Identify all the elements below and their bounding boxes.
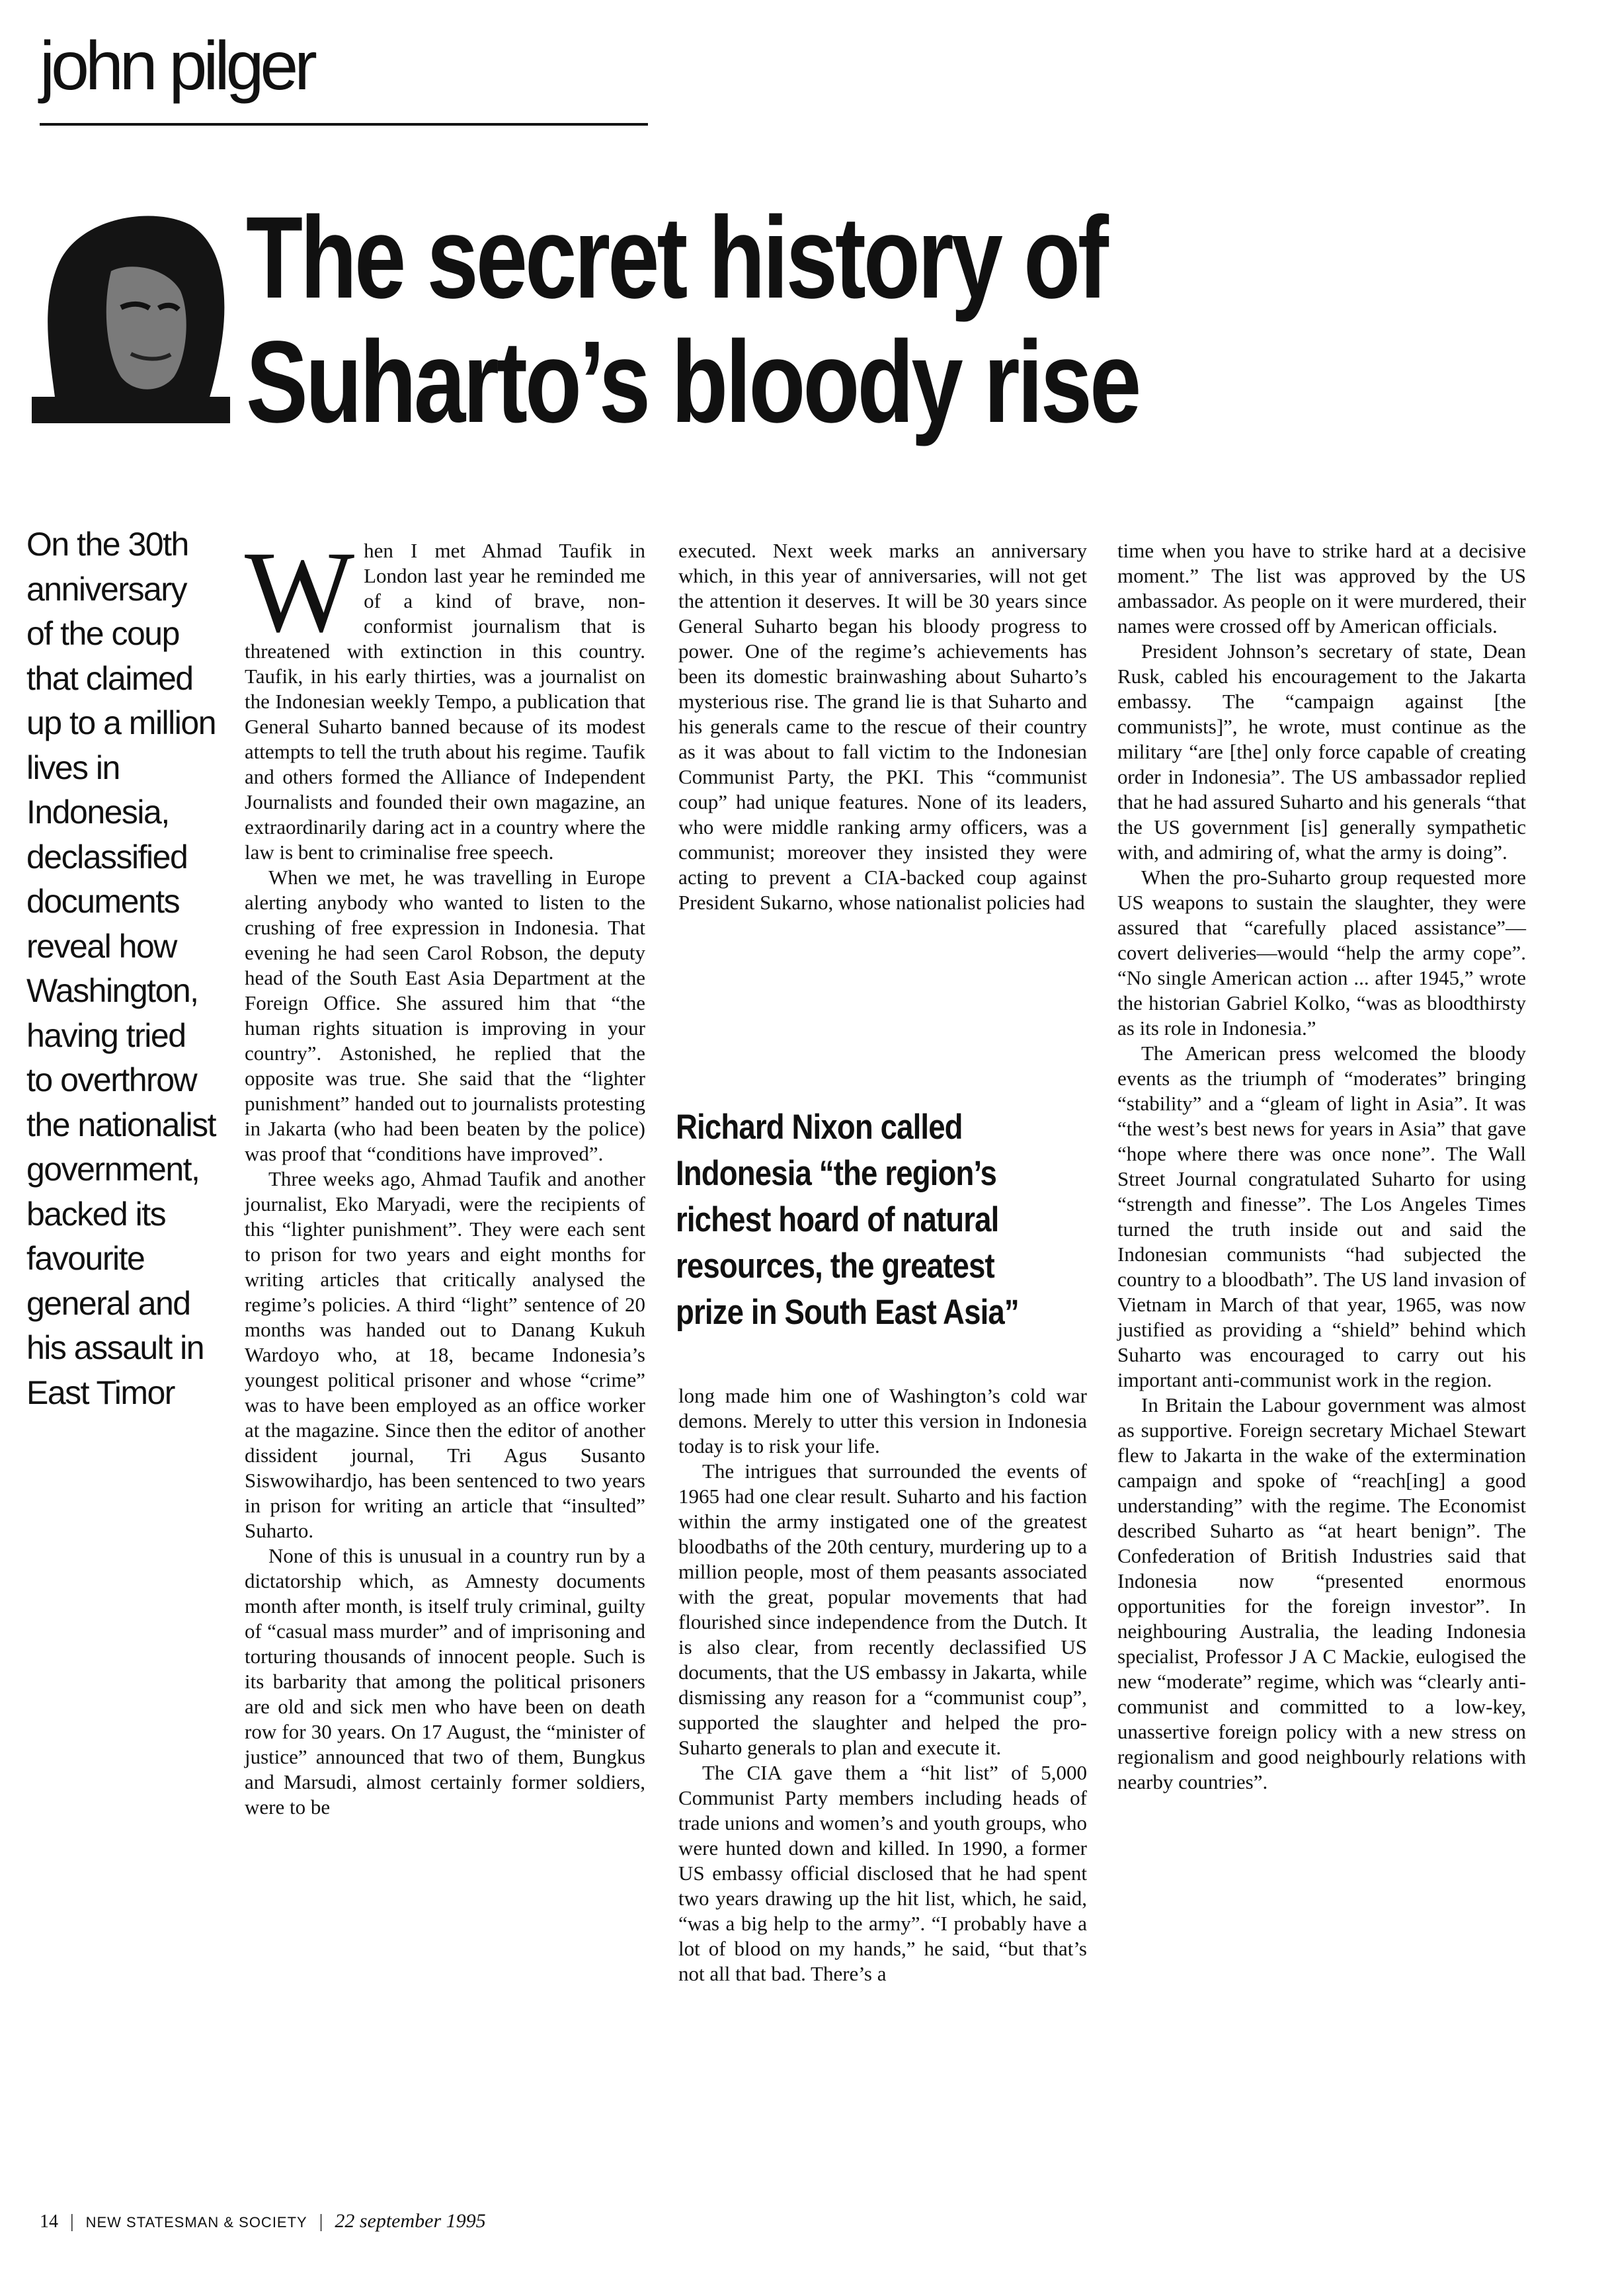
article-paragraph: When the pro-Suharto group requested more US weapons to sustain the slaughter, they were assured that “carefully placed assistance”—covert deliveries—would “help the army cope”. “No single American action ... after 1945,” wrote the historian Gabriel Kolko, “was as bloodthirsty as its role in Indonesia.”: [1117, 866, 1526, 1040]
article-column-1: [245, 528, 645, 2205]
article-column-3: [1117, 538, 1526, 2205]
page-number: 14: [40, 2211, 58, 2232]
drop-cap: W: [245, 528, 355, 657]
article-paragraph: The CIA gave them a “hit list” of 5,000 Communist Party members including heads of trade unions and women’s and youth groups, who were hunted down and killed. In 1990, a former US embassy official disclosed that he had spent two years drawing up the hit list, which, he said, “was a big help to the army”. “I probably have a lot of blood on my hands,” he said, “but that’s not all that bad. There’s a: [678, 1761, 1087, 1985]
article-paragraph: Three weeks ago, Ahmad Taufik and another journalist, Eko Maryadi, were the recipients of this “lighter punishment”. They were each sent to prison for two years and eight months for writing articles that critically analysed the regime’s policies. A third “light” sentence of 20 months was handed out to Danang Kukuh Wardoyo who, at 18, became Indonesia’s youngest political prisoner and whose “crime” was to have been employed as an office worker at the magazine. Since then the editor of another dissident journal, Tri Agus Susanto Siswowihardjo, has been sentenced to two years in prison for writing an article that “insulted” Suharto.: [245, 1167, 645, 1542]
article-paragraph: time when you have to strike hard at a decisive moment.” The list was approved by the US ambassador. As people on it were murdered, their names were crossed off by American officials.: [1117, 539, 1526, 637]
article-paragraph: None of this is unusual in a country run by a dictatorship which, as Amnesty documents month after month, is itself truly criminal, guilty of “casual mass murder” and of imprisoning and torturing thousands of innocent people. Such is its barbarity that among the political prisoners are old and sick men who have been on death row for 30 years. On 17 August, the “minister of justice” announced that two of them, Bungkus and Marsudi, almost certainly former soldiers, were to be: [245, 1544, 645, 1819]
article-paragraph: long made him one of Washington’s cold war demons. Merely to utter this version in Indonesia today is to risk your life.: [678, 1384, 1087, 1457]
article-column-2-top: [678, 538, 1087, 1087]
article-paragraph: In Britain the Labour government was almost as supportive. Foreign secretary Michael Stewart flew to Jakarta in the wake of the extermination campaign and spoke of “reach[ing] a good understanding” with the regime. The Economist described Suharto as “at heart benign”. The Confederation of British Industries said that Indonesia now “presented enormous opportunities for the foreign investor”. In neighbouring Australia, the leading Indonesia specialist, Professor J A C Mackie, eulogised the new “moderate” regime, which was “clearly anti-communist and committed to a low-key, unassertive foreign policy with a new stress on regionalism and good neighbourly relations with nearby countries”.: [1117, 1393, 1526, 1793]
issue-date: 22 september 1995: [335, 2210, 486, 2232]
standfirst: On the 30th anniversary of the coup that claimed up to a million lives in Indonesia, declassified documents reveal how Washington, having tried to overthrow the nationalist government, backed its favourite general and his assault in East Timor: [26, 526, 216, 1411]
publication-name: NEW STATESMAN & SOCIETY: [85, 2214, 307, 2231]
headline: [246, 193, 1145, 447]
author-portrait: [32, 198, 230, 423]
footer-separator: |: [70, 2211, 74, 2232]
article-paragraph: When I met Ahmad Taufik in London last year he reminded me of a kind of brave, non-conformist journalism that is threatened with extinction in this country. Taufik, in his early thirties, was a journalist on the Indonesian weekly Tempo, a publication that General Suharto banned because of its modest attempts to tell the truth about his regime. Taufik and others formed the Alliance of Independent Journalists and founded their own magazine, an extraordinarily daring act in a country where the law is bent to criminalise free speech.: [245, 528, 645, 864]
page-footer: [40, 2210, 486, 2233]
column-name: john pilger: [40, 28, 313, 104]
article-paragraph: The intrigues that surrounded the events of 1965 had one clear result. Suharto and his faction within the army instigated one of the greatest bloodbaths of the 20th century, murdering up to a million people, most of them peasants associated with the great, popular movements that had flourished since independence from the Dutch. It is also clear, from recently declassified US documents, that the US embassy in Jakarta, while dismissing any reason for a “communist coup”, supported the slaughter and helped the pro-Suharto generals to plan and execute it.: [678, 1459, 1087, 1759]
footer-separator: |: [319, 2211, 323, 2232]
article-paragraph: executed. Next week marks an anniversary which, in this year of anniversaries, will not get the attention it deserves. It will be 30 years since General Suharto began his bloody progress to power. One of the regime’s achievements has been its domestic brainwashing about Suharto’s mysterious rise. The grand lie is that Suharto and his generals came to the rescue of their country as it was about to fall victim to the Indonesian Communist Party, the PKI. This “communist coup” had unique features. None of its leaders, who were middle ranking army officers, was a communist; moreover they insisted they were acting to prevent a CIA-backed coup against President Sukarno, whose nationalist policies had: [678, 539, 1087, 914]
headline-line-1: The secret history of: [246, 193, 1106, 323]
pull-quote: Richard Nixon called Indonesia “the region’s richest hoard of natural resources, the greatest prize in South East Asia”: [676, 1108, 1019, 1332]
headline-line-2: Suharto’s bloody rise: [246, 317, 1139, 447]
article-column-2-bottom: [678, 1383, 1087, 2203]
header-rule: [40, 123, 648, 126]
article-paragraph: President Johnson’s secretary of state, Dean Rusk, cabled his encouragement to the Jakarta embassy. The “campaign against [the communists]”, he wrote, must continue as the military “are [the] only force capable of creating order in Indonesia”. The US ambassador replied that he had assured Suharto and his generals “that the US government [is] generally sympathetic with, and admiring of, what the army is doing”.: [1117, 639, 1526, 864]
article-paragraph: The American press welcomed the bloody events as the triumph of “moderates” bringing “stability” and a “gleam of light in Asia”. It was “the west’s best news for years in Asia” that gave “hope where there was once none”. The Wall Street Journal congratulated Suharto for using “strength and finesse”. The Los Angeles Times turned the truth inside out and said the Indonesian communists “had subjected the country to a bloodbath”. The US land invasion of Vietnam in March of that year, 1965, was now justified as providing a “shield” behind which Suharto was encouraged to carry out his important anti-communist work in the region.: [1117, 1042, 1526, 1391]
article-paragraph: When we met, he was travelling in Europe alerting anybody who wanted to listen to the crushing of free expression in Indonesia. That evening he had seen Carol Robson, the deputy head of the South East Asia Department at the Foreign Office. She assured him that “the human rights situation is improving in your country”. Astonished, he replied that the opposite was true. She said that the “lighter punishment” handed out to journalists protesting in Jakarta (who had been beaten by the police) was proof that “conditions have improved”.: [245, 866, 645, 1165]
